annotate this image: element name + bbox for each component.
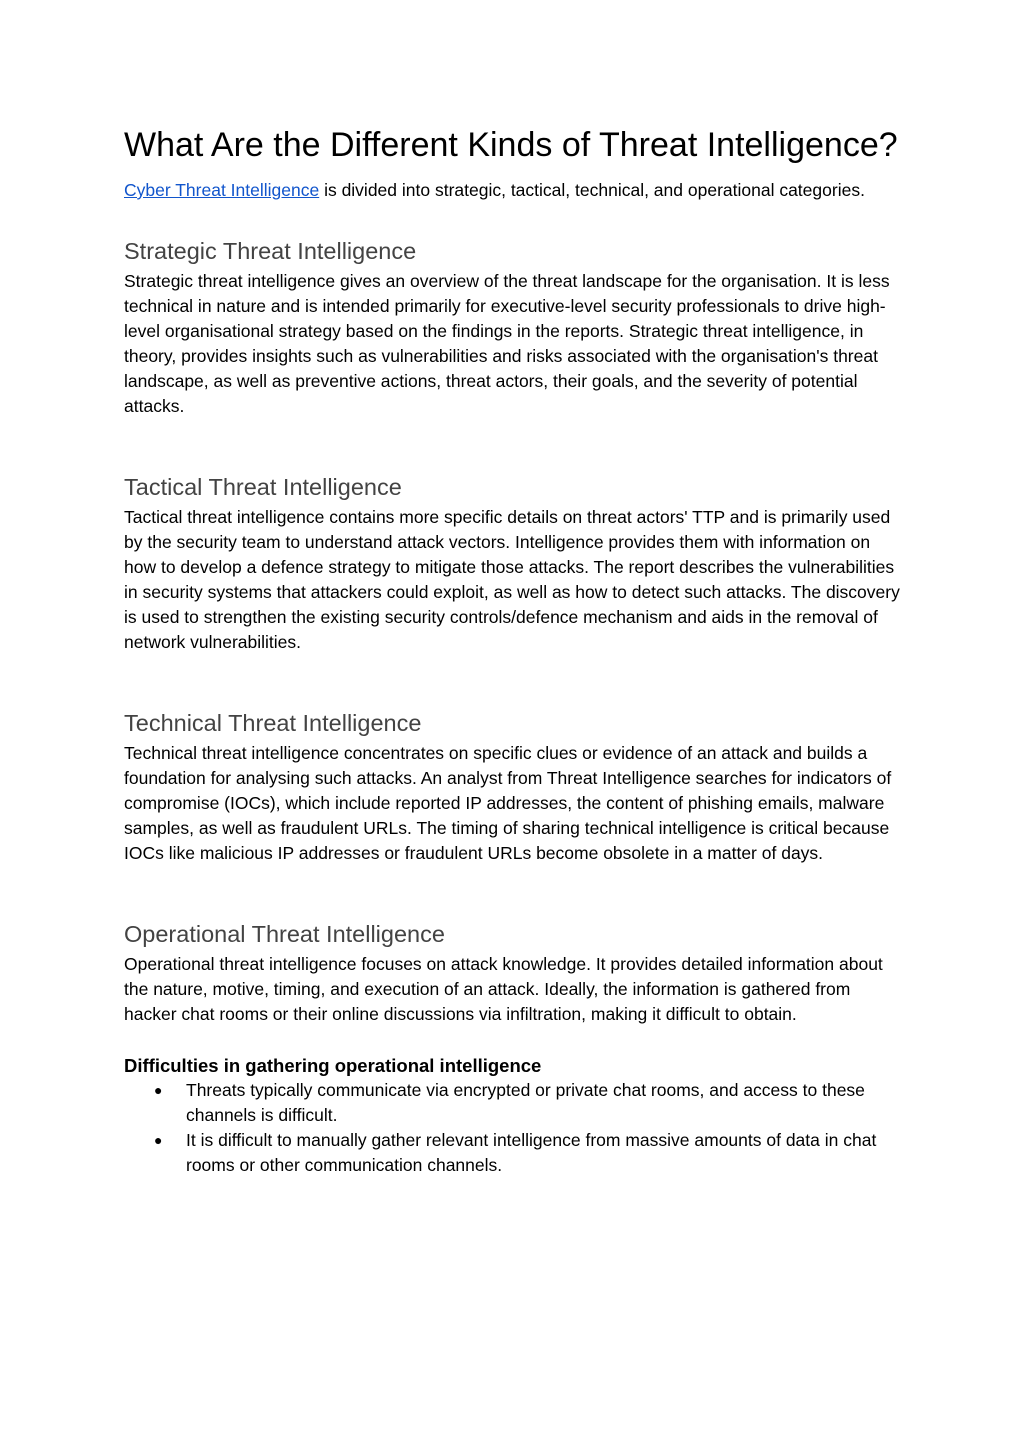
document-page <box>124 122 904 1178</box>
section-body: Operational threat intelligence focuses on attack knowledge. It provides detailed information about the nature, motive, timing, and execution of an attack. Ideally, the information is gathered from hacker chat rooms or their online discussions via infiltration, making it difficult to obtain. <box>124 954 883 1024</box>
list-item <box>124 1128 904 1178</box>
section-operational <box>124 918 904 1027</box>
section-body: Tactical threat intelligence contains more specific details on threat actors' TTP and is primarily used by the security team to understand attack vectors. Intelligence provides them with information on how to develop a defence strategy to mitigate those attacks. The report describes the vulnerabilities in security systems that attackers could exploit, as well as how to detect such attacks. The discovery is used to strengthen the existing security controls/defence mechanism and aids in the removal of network vulnerabilities. <box>124 507 900 652</box>
section-heading: Technical Threat Intelligence <box>124 710 422 736</box>
section-heading: Tactical Threat Intelligence <box>124 474 402 500</box>
list-item-text: It is difficult to manually gather relevant intelligence from massive amounts of data in chat rooms or other communication channels. <box>186 1130 877 1175</box>
list-item <box>124 1078 904 1128</box>
bullet-icon: ● <box>154 1082 163 1098</box>
difficulties-heading: Difficulties in gathering operational intelligence <box>124 1055 542 1076</box>
cyber-threat-intelligence-link[interactable]: Cyber Threat Intelligence <box>124 180 320 200</box>
section-technical <box>124 707 904 866</box>
difficulties-list <box>124 1078 904 1178</box>
section-tactical <box>124 471 904 655</box>
list-item-text: Threats typically communicate via encrypted or private chat rooms, and access to these channels is difficult. <box>186 1080 865 1125</box>
section-body: Strategic threat intelligence gives an overview of the threat landscape for the organisation. It is less technical in nature and is intended primarily for executive-level security professionals to drive high-level organisational strategy based on the findings in the reports. Strategic threat intelligence, in theory, provides insights such as vulnerabilities and risks associated with the organisation's threat landscape, as well as preventive actions, threat actors, their goals, and the severity of potential attacks. <box>124 271 890 416</box>
page-title: What Are the Different Kinds of Threat Intelligence? <box>124 126 898 164</box>
section-strategic <box>124 235 904 419</box>
bullet-icon: ● <box>154 1132 163 1148</box>
section-heading: Strategic Threat Intelligence <box>124 238 417 264</box>
section-heading: Operational Threat Intelligence <box>124 921 445 947</box>
intro-paragraph <box>124 178 904 203</box>
section-body: Technical threat intelligence concentrates on specific clues or evidence of an attack and builds a foundation for analysing such attacks. An analyst from Threat Intelligence searches for indicators of compromise (IOCs), which include reported IP addresses, the content of phishing emails, malware samples, as well as fraudulent URLs. The timing of sharing technical intelligence is critical because IOCs like malicious IP addresses or fraudulent URLs become obsolete in a matter of days. <box>124 743 892 863</box>
intro-text: is divided into strategic, tactical, technical, and operational categories. <box>319 180 865 200</box>
